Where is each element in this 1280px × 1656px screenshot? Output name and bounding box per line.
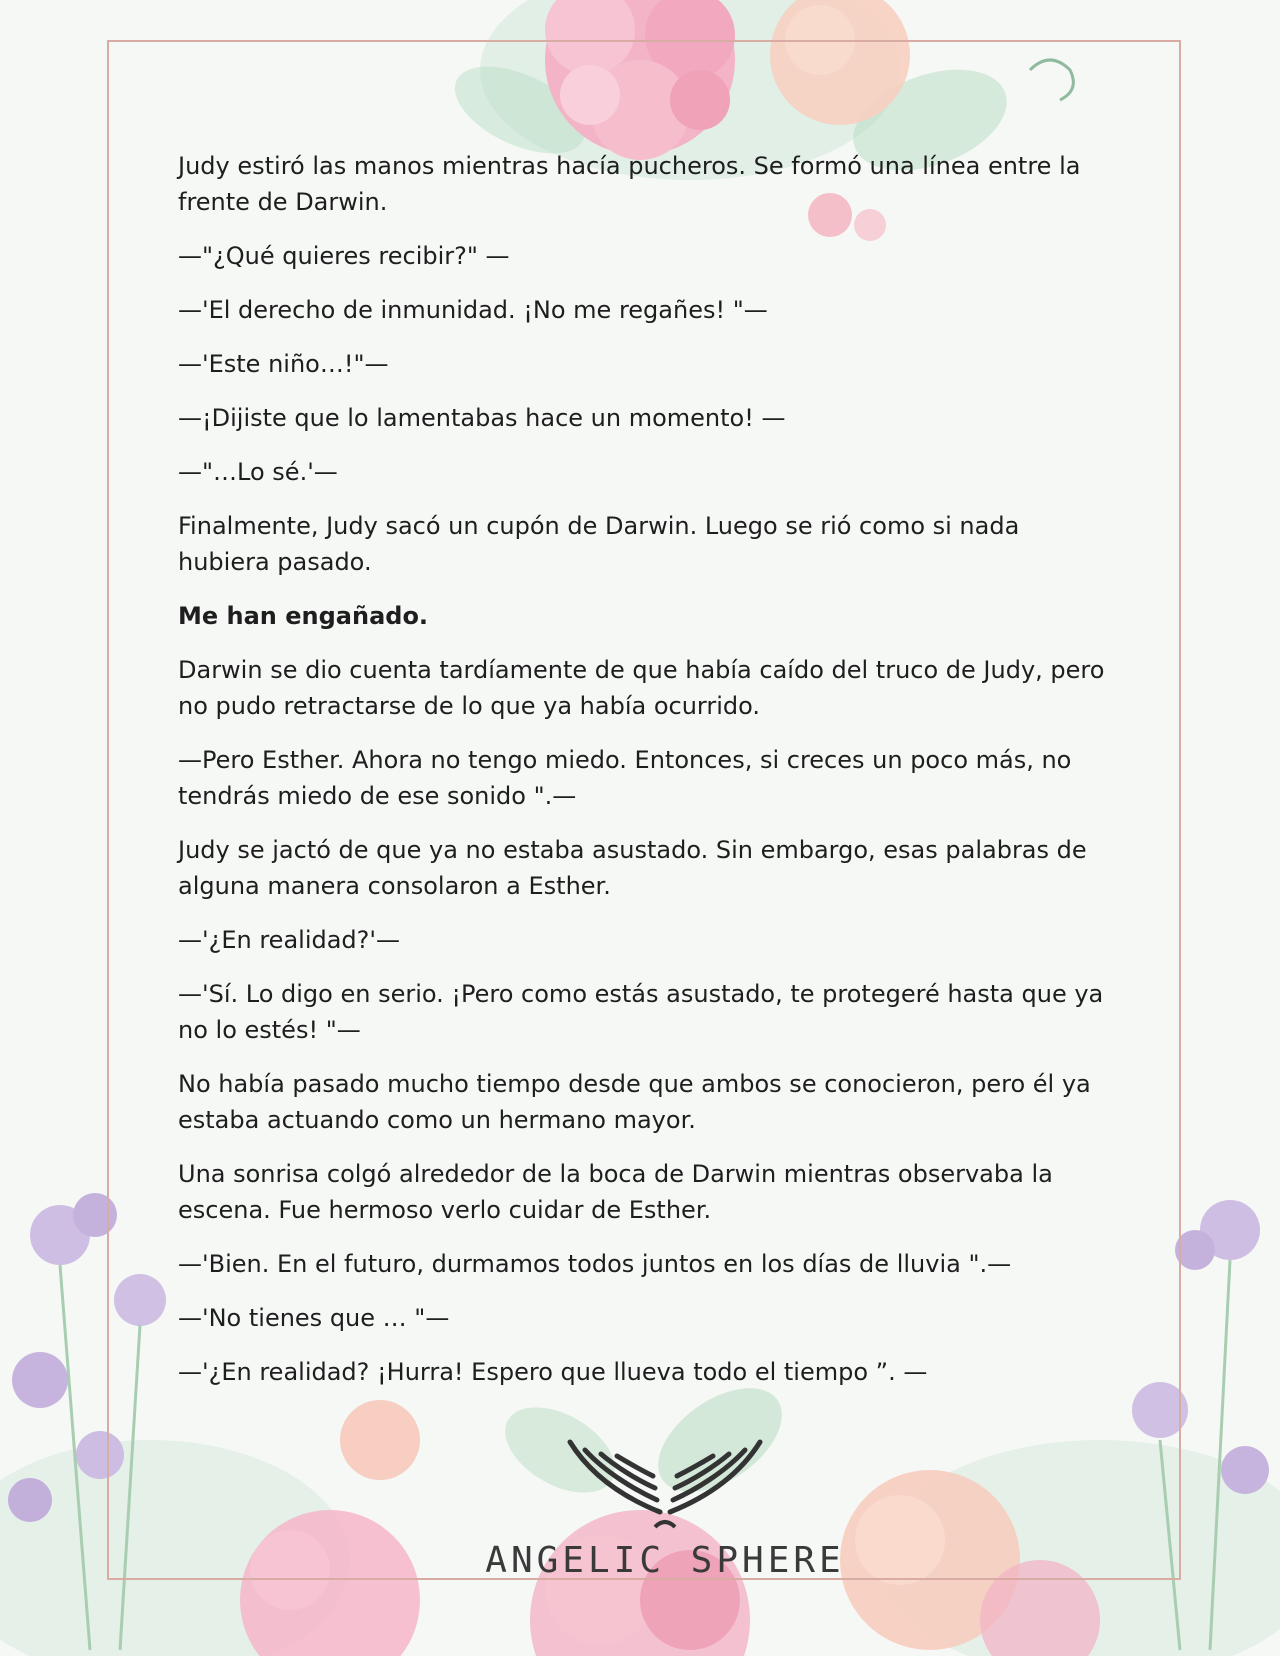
paragraph: —Pero Esther. Ahora no tengo miedo. Entonces, si creces un poco más, no tendrás miedo de ese sonido ".— bbox=[178, 746, 1072, 810]
paragraph: —"…Lo sé.'— bbox=[178, 458, 338, 486]
paragraph: Me han engañado. bbox=[178, 602, 429, 630]
paragraph: Una sonrisa colgó alrededor de la boca de Darwin mientras observaba la escena. Fue hermoso verlo cuidar de Esther. bbox=[178, 1160, 1053, 1224]
paragraph: Judy se jactó de que ya no estaba asustado. Sin embargo, esas palabras de alguna manera consolaron a Esther. bbox=[178, 836, 1087, 900]
paragraph: Judy estiró las manos mientras hacía pucheros. Se formó una línea entre la frente de Darwin. bbox=[178, 152, 1081, 216]
angel-wings-icon bbox=[565, 1432, 765, 1532]
paragraph: —'Sí. Lo digo en serio. ¡Pero como estás asustado, te protegeré hasta que ya no lo estés! "— bbox=[178, 980, 1104, 1044]
paragraph: No había pasado mucho tiempo desde que ambos se conocieron, pero él ya estaba actuando como un hermano mayor. bbox=[178, 1070, 1091, 1134]
paragraph: —'Bien. En el futuro, durmamos todos juntos en los días de lluvia ".— bbox=[178, 1250, 1012, 1278]
paragraph: —'¿En realidad?'— bbox=[178, 926, 400, 954]
paragraph: —'No tienes que … "— bbox=[178, 1304, 450, 1332]
paragraph: —'¿En realidad? ¡Hurra! Espero que llueva todo el tiempo ”. — bbox=[178, 1358, 928, 1386]
paragraph: —¡Dijiste que lo lamentabas hace un momento! — bbox=[178, 404, 786, 432]
angelic-sphere-logo bbox=[475, 1432, 855, 1602]
logo-text: ANGELIC SPHERE bbox=[485, 1540, 845, 1581]
paragraph: Finalmente, Judy sacó un cupón de Darwin. Luego se rió como si nada hubiera pasado. bbox=[178, 512, 1020, 576]
paragraph: —'El derecho de inmunidad. ¡No me regañes! "— bbox=[178, 296, 768, 324]
paragraph: —'Este niño…!"— bbox=[178, 350, 389, 378]
paragraph: Darwin se dio cuenta tardíamente de que había caído del truco de Judy, pero no pudo retractarse de lo que ya había ocurrido. bbox=[178, 656, 1105, 720]
paragraph: —"¿Qué quieres recibir?" — bbox=[178, 242, 510, 270]
document-body bbox=[178, 148, 1118, 1408]
